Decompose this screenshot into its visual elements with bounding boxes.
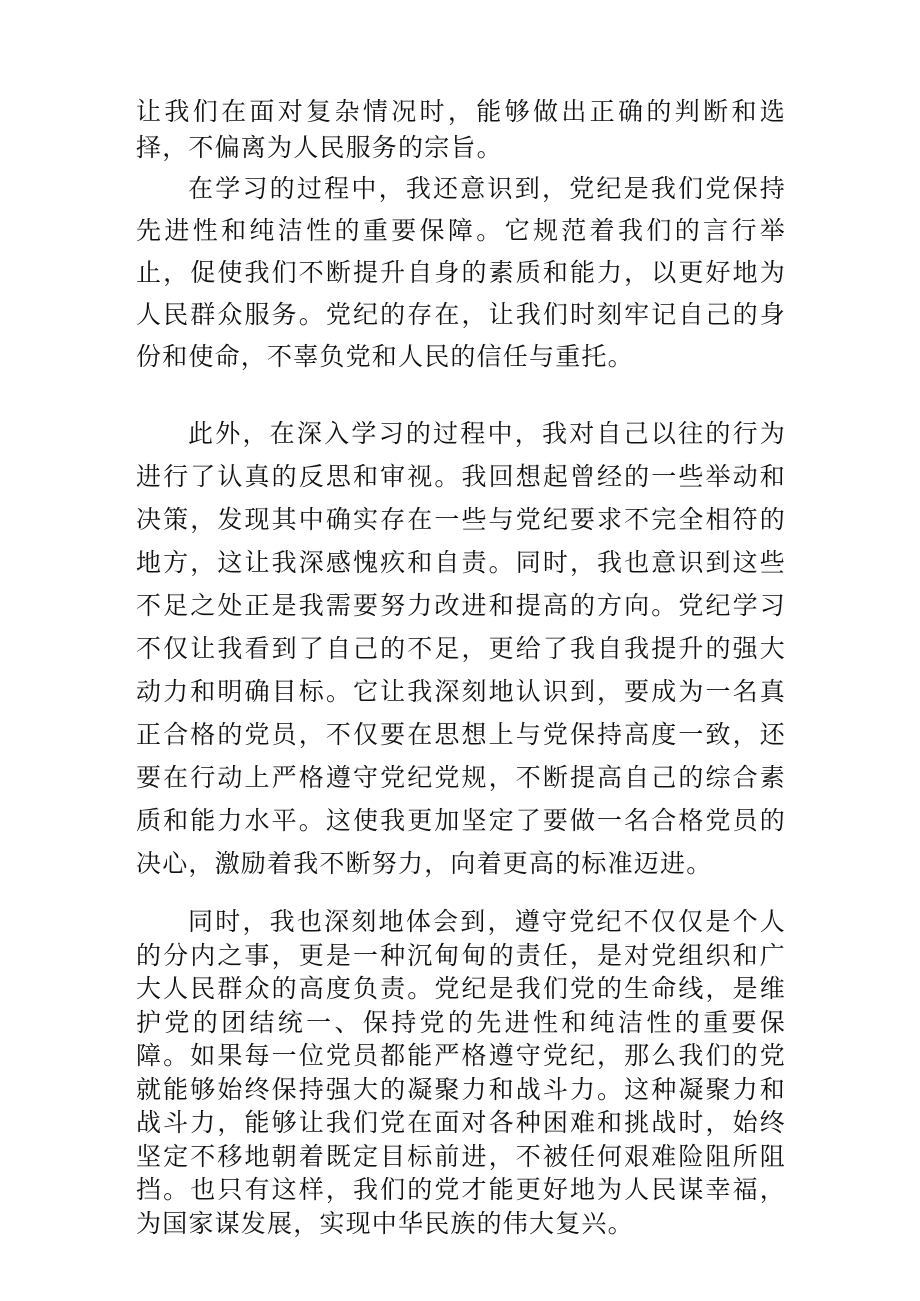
paragraph-responsibility: 同时，我也深刻地体会到，遵守党纪不仅仅是个人的分内之事，更是一种沉甸甸的责任，是对党组织和广大人民群众的高度负责。党纪是我们党的生命线，是维护党的团结统一、保持党的先进性和纯洁性的重要保障。如果每一位党员都能严格遵守党纪，那么我们的党就能够始终保持强大的凝聚力和战斗力。这种凝聚力和战斗力，能够让我们党在面对各种困难和挑战时，始终坚定不移地朝着既定目标前进，不被任何艰难险阻所阻挡。也只有这样，我们的党才能更好地为人民谋幸福，为国家谋发展，实现中华民族的伟大复兴。 — [136, 907, 786, 1238]
paragraph-self-reflection: 此外，在深入学习的过程中，我对自己以往的行为进行了认真的反思和审视。我回想起曾经的一些举动和决策，发现其中确实存在一些与党纪要求不完全相符的地方，这让我深感愧疚和自责。同时，我也意识到这些不足之处正是我需要努力改进和提高的方向。党纪学习不仅让我看到了自己的不足，更给了我自我提升的强大动力和明确目标。它让我深刻地认识到，要成为一名真正合格的党员，不仅要在思想上与党保持高度一致，还要在行动上严格遵守党纪党规，不断提高自己的综合素质和能力水平。这使我更加坚定了要做一名合格党员的决心，激励着我不断努力，向着更高的标准迈进。 — [136, 419, 786, 878]
paragraph-party-discipline-guarantee: 在学习的过程中，我还意识到，党纪是我们党保持先进性和纯洁性的重要保障。它规范着我们的言行举止，促使我们不断提升自身的素质和能力，以更好地为人民群众服务。党纪的存在，让我们时刻牢记自己的身份和使命，不辜负党和人民的信任与重托。 — [136, 174, 786, 371]
paragraph-continuation: 让我们在面对复杂情况时，能够做出正确的判断和选择，不偏离为人民服务的宗旨。 — [136, 97, 786, 162]
